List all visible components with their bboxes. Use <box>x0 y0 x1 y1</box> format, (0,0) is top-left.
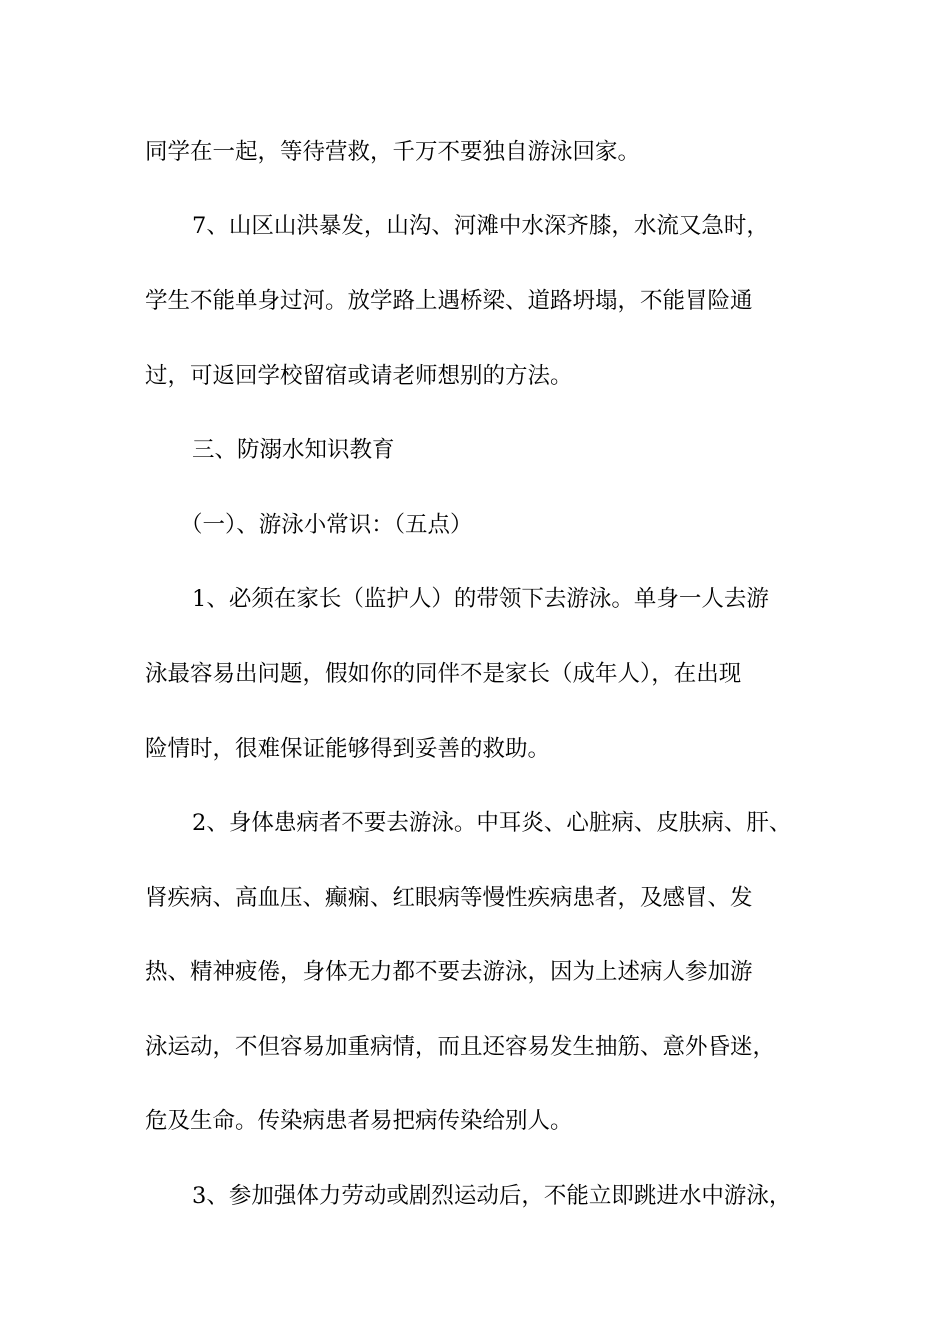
text-line: 泳运动，不但容易加重病情，而且还容易发生抽筋、意外昏迷， <box>145 1034 776 1060</box>
text-line: 肾疾病、高血压、癫痫、红眼病等慢性疾病患者，及感冒、发 <box>145 885 753 911</box>
text-line: 2、身体患病者不要去游泳。中耳炎、心脏病、皮肤病、肝、 <box>192 810 792 836</box>
text-line: 7、山区山洪暴发，山沟、河滩中水深齐膝，水流又急时， <box>192 213 769 239</box>
subsection-heading: （一）、游泳小常识：（五点） <box>180 512 473 538</box>
text-line: 3、参加强体力劳动或剧烈运动后，不能立即跳进水中游泳， <box>192 1183 792 1209</box>
text-line: 1、必须在家长（监护人）的带领下去游泳。单身一人去游 <box>192 586 769 612</box>
section-heading: 三、防溺水知识教育 <box>192 437 395 463</box>
text-line: 泳最容易出问题，假如你的同伴不是家长（成年人），在出现 <box>145 661 742 687</box>
text-line: 危及生命。传染病患者易把病传染给别人。 <box>145 1108 573 1134</box>
text-line: 险情时，很难保证能够得到妥善的救助。 <box>145 736 551 762</box>
text-line: 热、精神疲倦，身体无力都不要去游泳，因为上述病人参加游 <box>145 959 753 985</box>
text-line: 同学在一起，等待营救，千万不要独自游泳回家。 <box>145 139 641 165</box>
text-line: 学生不能单身过河。放学路上遇桥梁、道路坍塌，不能冒险通 <box>145 288 753 314</box>
text-line: 过，可返回学校留宿或请老师想别的方法。 <box>145 363 573 389</box>
